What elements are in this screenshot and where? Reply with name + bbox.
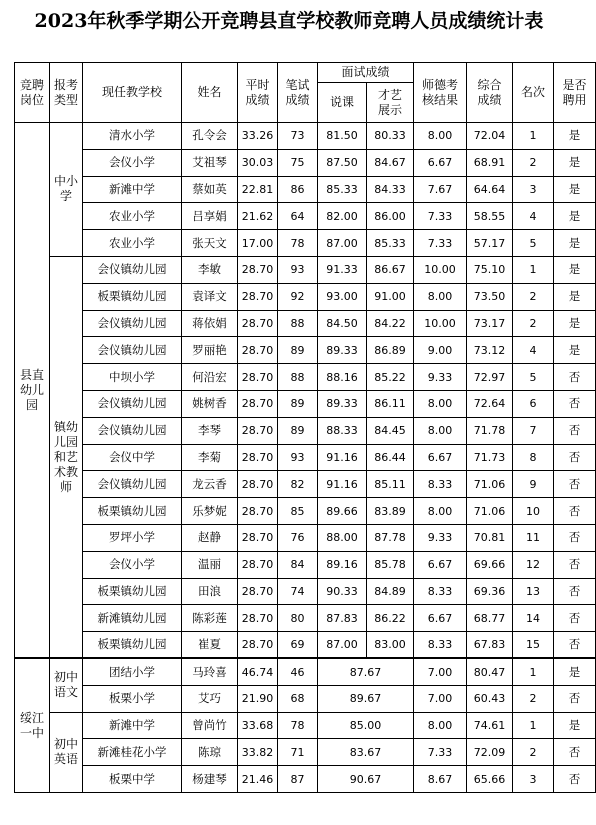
usual-score-cell: 28.70 xyxy=(238,283,278,310)
usual-score-cell: 28.70 xyxy=(238,417,278,444)
art-score-cell: 91.00 xyxy=(367,283,414,310)
name-cell: 袁译文 xyxy=(182,283,238,310)
name-cell: 艾祖琴 xyxy=(182,149,238,176)
lecture-score-cell: 90.33 xyxy=(318,578,367,605)
art-score-cell: 86.89 xyxy=(367,337,414,364)
ethics-cell: 9.00 xyxy=(414,337,467,364)
rank-cell: 2 xyxy=(513,149,554,176)
school-cell: 新滩镇幼儿园 xyxy=(83,605,182,632)
lecture-score-cell: 89.66 xyxy=(318,498,367,525)
ethics-cell: 8.33 xyxy=(414,578,467,605)
hired-cell: 是 xyxy=(554,123,596,150)
hired-cell: 是 xyxy=(554,283,596,310)
hired-cell: 是 xyxy=(554,712,596,739)
name-cell: 龙云香 xyxy=(182,471,238,498)
lecture-score-cell: 84.50 xyxy=(318,310,367,337)
name-cell: 温丽 xyxy=(182,551,238,578)
lecture-score-cell: 89.33 xyxy=(318,337,367,364)
hired-cell: 是 xyxy=(554,203,596,230)
total-score-cell: 71.06 xyxy=(467,471,513,498)
ethics-cell: 6.67 xyxy=(414,149,467,176)
ethics-cell: 8.00 xyxy=(414,498,467,525)
usual-score-cell: 28.70 xyxy=(238,551,278,578)
usual-score-cell: 33.82 xyxy=(238,739,278,766)
written-score-cell: 82 xyxy=(278,471,318,498)
written-score-cell: 93 xyxy=(278,256,318,283)
total-score-cell: 73.12 xyxy=(467,337,513,364)
written-score-cell: 64 xyxy=(278,203,318,230)
lecture-score-cell: 90.67 xyxy=(318,766,414,793)
lecture-score-cell: 93.00 xyxy=(318,283,367,310)
ethics-cell: 8.00 xyxy=(414,123,467,150)
name-cell: 蒋依娟 xyxy=(182,310,238,337)
hired-cell: 是 xyxy=(554,230,596,257)
written-score-cell: 92 xyxy=(278,283,318,310)
total-score-cell: 72.04 xyxy=(467,123,513,150)
rank-cell: 4 xyxy=(513,337,554,364)
type-cell: 初中英语 xyxy=(50,712,83,792)
total-score-cell: 67.83 xyxy=(467,632,513,659)
art-score-cell: 84.67 xyxy=(367,149,414,176)
name-cell: 李敏 xyxy=(182,256,238,283)
header-post: 竞聘岗位 xyxy=(15,63,50,123)
art-score-cell: 86.67 xyxy=(367,256,414,283)
page-title: 2023年秋季学期公开竞聘县直学校教师竞聘人员成绩统计表 xyxy=(34,10,544,32)
name-cell: 何沿宏 xyxy=(182,364,238,391)
ethics-cell: 8.33 xyxy=(414,471,467,498)
art-score-cell: 84.22 xyxy=(367,310,414,337)
hired-cell: 是 xyxy=(554,310,596,337)
hired-cell: 否 xyxy=(554,605,596,632)
usual-score-cell: 28.70 xyxy=(238,632,278,659)
name-cell: 吕享娟 xyxy=(182,203,238,230)
usual-score-cell: 21.62 xyxy=(238,203,278,230)
art-score-cell: 85.78 xyxy=(367,551,414,578)
art-score-cell: 80.33 xyxy=(367,123,414,150)
school-cell: 板栗镇幼儿园 xyxy=(83,578,182,605)
ethics-cell: 8.33 xyxy=(414,632,467,659)
usual-score-cell: 30.03 xyxy=(238,149,278,176)
header-interview: 面试成绩 xyxy=(318,63,414,83)
hired-cell: 是 xyxy=(554,256,596,283)
header-usual: 平时成绩 xyxy=(238,63,278,123)
name-cell: 李菊 xyxy=(182,444,238,471)
hired-cell: 否 xyxy=(554,632,596,659)
total-score-cell: 72.09 xyxy=(467,739,513,766)
art-score-cell: 87.78 xyxy=(367,524,414,551)
school-cell: 新滩桂花小学 xyxy=(83,739,182,766)
usual-score-cell: 28.70 xyxy=(238,578,278,605)
rank-cell: 1 xyxy=(513,712,554,739)
usual-score-cell: 28.70 xyxy=(238,310,278,337)
hired-cell: 否 xyxy=(554,444,596,471)
usual-score-cell: 28.70 xyxy=(238,524,278,551)
rank-cell: 11 xyxy=(513,524,554,551)
usual-score-cell: 28.70 xyxy=(238,337,278,364)
total-score-cell: 65.66 xyxy=(467,766,513,793)
ethics-cell: 7.33 xyxy=(414,203,467,230)
hired-cell: 是 xyxy=(554,658,596,685)
art-score-cell: 86.11 xyxy=(367,390,414,417)
type-cell: 中小学 xyxy=(50,123,83,257)
table-row xyxy=(15,524,596,551)
hired-cell: 否 xyxy=(554,498,596,525)
ethics-cell: 7.00 xyxy=(414,658,467,685)
written-score-cell: 84 xyxy=(278,551,318,578)
name-cell: 姚树香 xyxy=(182,390,238,417)
table-row xyxy=(15,712,596,739)
lecture-score-cell: 85.33 xyxy=(318,176,367,203)
lecture-score-cell: 87.00 xyxy=(318,632,367,659)
rank-cell: 12 xyxy=(513,551,554,578)
written-score-cell: 89 xyxy=(278,337,318,364)
ethics-cell: 8.00 xyxy=(414,283,467,310)
school-cell: 会仪小学 xyxy=(83,149,182,176)
total-score-cell: 60.43 xyxy=(467,685,513,712)
art-score-cell: 85.22 xyxy=(367,364,414,391)
total-score-cell: 64.64 xyxy=(467,176,513,203)
table-row xyxy=(15,498,596,525)
ethics-cell: 8.00 xyxy=(414,712,467,739)
rank-cell: 15 xyxy=(513,632,554,659)
school-cell: 团结小学 xyxy=(83,658,182,685)
hired-cell: 否 xyxy=(554,417,596,444)
written-score-cell: 80 xyxy=(278,605,318,632)
written-score-cell: 74 xyxy=(278,578,318,605)
score-table xyxy=(14,62,596,793)
hired-cell: 否 xyxy=(554,578,596,605)
school-cell: 会仪镇幼儿园 xyxy=(83,417,182,444)
table-row xyxy=(15,417,596,444)
name-cell: 田浪 xyxy=(182,578,238,605)
art-score-cell: 86.44 xyxy=(367,444,414,471)
art-score-cell: 85.33 xyxy=(367,230,414,257)
school-cell: 会仪镇幼儿园 xyxy=(83,471,182,498)
ethics-cell: 8.67 xyxy=(414,766,467,793)
table-row xyxy=(15,685,596,712)
ethics-cell: 7.67 xyxy=(414,176,467,203)
header-rank: 名次 xyxy=(513,63,554,123)
written-score-cell: 76 xyxy=(278,524,318,551)
usual-score-cell: 28.70 xyxy=(238,605,278,632)
usual-score-cell: 33.68 xyxy=(238,712,278,739)
rank-cell: 10 xyxy=(513,498,554,525)
usual-score-cell: 28.70 xyxy=(238,471,278,498)
total-score-cell: 68.91 xyxy=(467,149,513,176)
school-cell: 会仪镇幼儿园 xyxy=(83,390,182,417)
name-cell: 崔夏 xyxy=(182,632,238,659)
written-score-cell: 93 xyxy=(278,444,318,471)
rank-cell: 14 xyxy=(513,605,554,632)
school-cell: 新滩中学 xyxy=(83,176,182,203)
name-cell: 艾巧 xyxy=(182,685,238,712)
header-art: 才艺展示 xyxy=(367,83,414,123)
lecture-score-cell: 87.50 xyxy=(318,149,367,176)
name-cell: 曾尚竹 xyxy=(182,712,238,739)
written-score-cell: 73 xyxy=(278,123,318,150)
total-score-cell: 57.17 xyxy=(467,230,513,257)
lecture-score-cell: 87.67 xyxy=(318,658,414,685)
total-score-cell: 75.10 xyxy=(467,256,513,283)
ethics-cell: 8.00 xyxy=(414,390,467,417)
school-cell: 会仪中学 xyxy=(83,444,182,471)
written-score-cell: 85 xyxy=(278,498,318,525)
hired-cell: 否 xyxy=(554,739,596,766)
table-row xyxy=(15,551,596,578)
school-cell: 板栗镇幼儿园 xyxy=(83,283,182,310)
rank-cell: 1 xyxy=(513,256,554,283)
total-score-cell: 73.50 xyxy=(467,283,513,310)
header-name: 姓名 xyxy=(182,63,238,123)
usual-score-cell: 21.46 xyxy=(238,766,278,793)
table-body xyxy=(15,123,596,793)
usual-score-cell: 17.00 xyxy=(238,230,278,257)
rank-cell: 4 xyxy=(513,203,554,230)
header-hired: 是否聘用 xyxy=(554,63,596,123)
written-score-cell: 88 xyxy=(278,364,318,391)
written-score-cell: 87 xyxy=(278,766,318,793)
name-cell: 陈彩莲 xyxy=(182,605,238,632)
total-score-cell: 69.36 xyxy=(467,578,513,605)
lecture-score-cell: 83.67 xyxy=(318,739,414,766)
art-score-cell: 84.45 xyxy=(367,417,414,444)
post-cell: 绥江一中 xyxy=(15,658,50,792)
hired-cell: 是 xyxy=(554,149,596,176)
school-cell: 板栗镇幼儿园 xyxy=(83,498,182,525)
written-score-cell: 78 xyxy=(278,712,318,739)
table-row xyxy=(15,658,596,685)
rank-cell: 6 xyxy=(513,390,554,417)
usual-score-cell: 28.70 xyxy=(238,256,278,283)
lecture-score-cell: 87.00 xyxy=(318,230,367,257)
hired-cell: 否 xyxy=(554,766,596,793)
ethics-cell: 9.33 xyxy=(414,524,467,551)
rank-cell: 2 xyxy=(513,685,554,712)
lecture-score-cell: 89.16 xyxy=(318,551,367,578)
ethics-cell: 7.00 xyxy=(414,685,467,712)
school-cell: 板栗小学 xyxy=(83,685,182,712)
rank-cell: 3 xyxy=(513,766,554,793)
table-row xyxy=(15,578,596,605)
ethics-cell: 6.67 xyxy=(414,605,467,632)
total-score-cell: 58.55 xyxy=(467,203,513,230)
header-row-1 xyxy=(15,63,596,83)
lecture-score-cell: 91.16 xyxy=(318,444,367,471)
hired-cell: 否 xyxy=(554,551,596,578)
table-row xyxy=(15,390,596,417)
table-row xyxy=(15,176,596,203)
ethics-cell: 6.67 xyxy=(414,551,467,578)
table-row xyxy=(15,766,596,793)
table-row xyxy=(15,364,596,391)
table-row xyxy=(15,337,596,364)
lecture-score-cell: 87.83 xyxy=(318,605,367,632)
rank-cell: 2 xyxy=(513,739,554,766)
header-total: 综合成绩 xyxy=(467,63,513,123)
usual-score-cell: 28.70 xyxy=(238,364,278,391)
table-row xyxy=(15,203,596,230)
school-cell: 罗坪小学 xyxy=(83,524,182,551)
name-cell: 乐梦妮 xyxy=(182,498,238,525)
table-row xyxy=(15,283,596,310)
lecture-score-cell: 88.33 xyxy=(318,417,367,444)
table-row xyxy=(15,230,596,257)
name-cell: 孔令会 xyxy=(182,123,238,150)
written-score-cell: 71 xyxy=(278,739,318,766)
school-cell: 农业小学 xyxy=(83,230,182,257)
written-score-cell: 68 xyxy=(278,685,318,712)
school-cell: 会仪镇幼儿园 xyxy=(83,256,182,283)
rank-cell: 5 xyxy=(513,230,554,257)
written-score-cell: 89 xyxy=(278,390,318,417)
type-cell: 初中语文 xyxy=(50,658,83,712)
written-score-cell: 69 xyxy=(278,632,318,659)
usual-score-cell: 28.70 xyxy=(238,444,278,471)
rank-cell: 13 xyxy=(513,578,554,605)
rank-cell: 2 xyxy=(513,283,554,310)
usual-score-cell: 46.74 xyxy=(238,658,278,685)
lecture-score-cell: 81.50 xyxy=(318,123,367,150)
ethics-cell: 7.33 xyxy=(414,739,467,766)
ethics-cell: 10.00 xyxy=(414,310,467,337)
header-school: 现任教学校 xyxy=(83,63,182,123)
usual-score-cell: 22.81 xyxy=(238,176,278,203)
written-score-cell: 75 xyxy=(278,149,318,176)
art-score-cell: 86.00 xyxy=(367,203,414,230)
name-cell: 杨建琴 xyxy=(182,766,238,793)
total-score-cell: 71.78 xyxy=(467,417,513,444)
total-score-cell: 71.73 xyxy=(467,444,513,471)
lecture-score-cell: 82.00 xyxy=(318,203,367,230)
school-cell: 清水小学 xyxy=(83,123,182,150)
written-score-cell: 89 xyxy=(278,417,318,444)
name-cell: 赵静 xyxy=(182,524,238,551)
rank-cell: 9 xyxy=(513,471,554,498)
total-score-cell: 80.47 xyxy=(467,658,513,685)
rank-cell: 1 xyxy=(513,123,554,150)
name-cell: 陈琼 xyxy=(182,739,238,766)
hired-cell: 否 xyxy=(554,685,596,712)
school-cell: 会仪小学 xyxy=(83,551,182,578)
usual-score-cell: 21.90 xyxy=(238,685,278,712)
total-score-cell: 72.97 xyxy=(467,364,513,391)
school-cell: 板栗镇幼儿园 xyxy=(83,632,182,659)
written-score-cell: 86 xyxy=(278,176,318,203)
art-score-cell: 85.11 xyxy=(367,471,414,498)
written-score-cell: 78 xyxy=(278,230,318,257)
name-cell: 马玲喜 xyxy=(182,658,238,685)
table-row xyxy=(15,149,596,176)
total-score-cell: 68.77 xyxy=(467,605,513,632)
rank-cell: 7 xyxy=(513,417,554,444)
hired-cell: 是 xyxy=(554,337,596,364)
hired-cell: 否 xyxy=(554,364,596,391)
name-cell: 李琴 xyxy=(182,417,238,444)
lecture-score-cell: 89.33 xyxy=(318,390,367,417)
ethics-cell: 9.33 xyxy=(414,364,467,391)
total-score-cell: 69.66 xyxy=(467,551,513,578)
written-score-cell: 46 xyxy=(278,658,318,685)
type-cell: 镇幼儿园和艺术教师 xyxy=(50,256,83,658)
written-score-cell: 88 xyxy=(278,310,318,337)
ethics-cell: 6.67 xyxy=(414,444,467,471)
table-row xyxy=(15,605,596,632)
hired-cell: 否 xyxy=(554,390,596,417)
school-cell: 会仪镇幼儿园 xyxy=(83,337,182,364)
school-cell: 中坝小学 xyxy=(83,364,182,391)
usual-score-cell: 33.26 xyxy=(238,123,278,150)
rank-cell: 3 xyxy=(513,176,554,203)
lecture-score-cell: 89.67 xyxy=(318,685,414,712)
table-row xyxy=(15,256,596,283)
name-cell: 罗丽艳 xyxy=(182,337,238,364)
table-row xyxy=(15,632,596,659)
rank-cell: 1 xyxy=(513,658,554,685)
school-cell: 新滩中学 xyxy=(83,712,182,739)
art-score-cell: 86.22 xyxy=(367,605,414,632)
rank-cell: 8 xyxy=(513,444,554,471)
art-score-cell: 83.89 xyxy=(367,498,414,525)
header-type: 报考类型 xyxy=(50,63,83,123)
school-cell: 会仪镇幼儿园 xyxy=(83,310,182,337)
hired-cell: 是 xyxy=(554,176,596,203)
table-row xyxy=(15,123,596,150)
lecture-score-cell: 85.00 xyxy=(318,712,414,739)
total-score-cell: 71.06 xyxy=(467,498,513,525)
art-score-cell: 83.00 xyxy=(367,632,414,659)
table-row xyxy=(15,310,596,337)
rank-cell: 5 xyxy=(513,364,554,391)
total-score-cell: 70.81 xyxy=(467,524,513,551)
lecture-score-cell: 88.16 xyxy=(318,364,367,391)
lecture-score-cell: 91.33 xyxy=(318,256,367,283)
lecture-score-cell: 88.00 xyxy=(318,524,367,551)
school-cell: 农业小学 xyxy=(83,203,182,230)
art-score-cell: 84.33 xyxy=(367,176,414,203)
hired-cell: 否 xyxy=(554,524,596,551)
header-written: 笔试成绩 xyxy=(278,63,318,123)
table-row xyxy=(15,739,596,766)
table-row xyxy=(15,471,596,498)
ethics-cell: 8.00 xyxy=(414,417,467,444)
usual-score-cell: 28.70 xyxy=(238,498,278,525)
school-cell: 板栗中学 xyxy=(83,766,182,793)
name-cell: 蔡如英 xyxy=(182,176,238,203)
table-row xyxy=(15,444,596,471)
name-cell: 张天文 xyxy=(182,230,238,257)
art-score-cell: 84.89 xyxy=(367,578,414,605)
lecture-score-cell: 91.16 xyxy=(318,471,367,498)
total-score-cell: 73.17 xyxy=(467,310,513,337)
usual-score-cell: 28.70 xyxy=(238,390,278,417)
header-ethics: 师德考核结果 xyxy=(414,63,467,123)
total-score-cell: 72.64 xyxy=(467,390,513,417)
ethics-cell: 10.00 xyxy=(414,256,467,283)
header-lecture: 说课 xyxy=(318,83,367,123)
rank-cell: 2 xyxy=(513,310,554,337)
hired-cell: 否 xyxy=(554,471,596,498)
total-score-cell: 74.61 xyxy=(467,712,513,739)
post-cell: 县直幼儿园 xyxy=(15,123,50,659)
ethics-cell: 7.33 xyxy=(414,230,467,257)
